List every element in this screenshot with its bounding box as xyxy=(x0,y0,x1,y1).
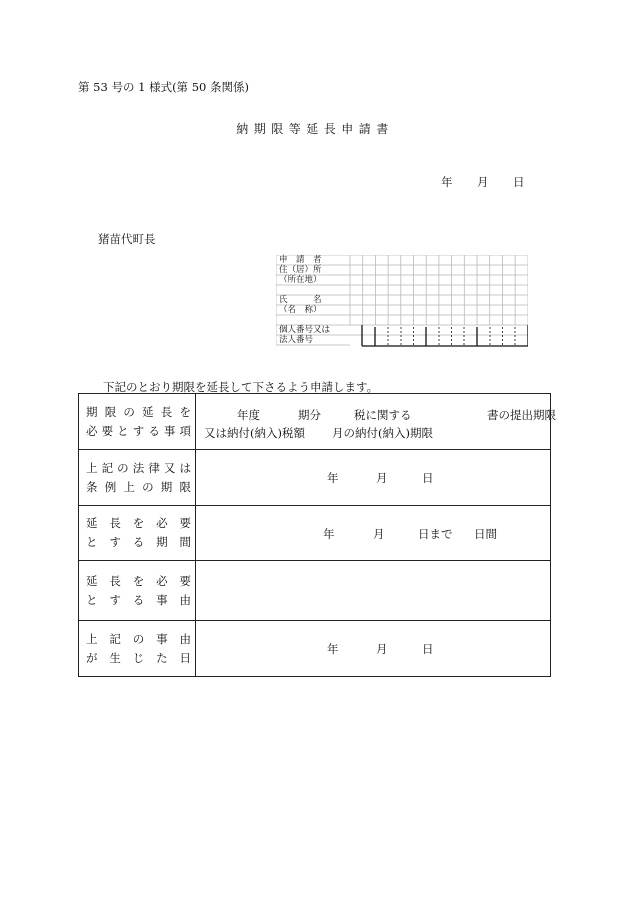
row-value[interactable] xyxy=(196,394,556,450)
date-day: 日 xyxy=(422,642,434,656)
row-value[interactable] xyxy=(196,506,551,561)
table-row xyxy=(79,506,551,561)
row-label: 期限の延長を 必要とする事項 xyxy=(79,394,196,450)
period-text: 期分 xyxy=(298,408,321,422)
payment-amount-text: 又は納付(納入)税額 xyxy=(204,426,305,440)
row-value[interactable] xyxy=(196,450,551,506)
address-sub-label: （所在地） xyxy=(279,275,322,285)
submission-deadline-text: 書の提出期限 xyxy=(487,408,556,422)
applicant-block xyxy=(276,255,528,347)
row-label: 上記の事由 が生じた日 xyxy=(79,621,196,677)
row-value[interactable] xyxy=(196,621,551,677)
fiscal-year-text: 年度 xyxy=(237,408,260,422)
extension-table xyxy=(78,393,556,677)
row-label: 延長を必要 とする事由 xyxy=(79,561,196,621)
address-label: 住（居）所 xyxy=(279,265,322,275)
corporate-number-label: 法人番号 xyxy=(279,335,314,345)
date-year: 年 xyxy=(327,642,339,656)
table-row xyxy=(79,561,551,621)
row-label: 延長を必要 とする期間 xyxy=(79,506,196,561)
request-statement: 下記のとおり期限を延長して下さるよう申請します。 xyxy=(103,380,379,394)
name-sub-label: （名 称） xyxy=(279,305,322,315)
date-day: 日 xyxy=(513,175,525,189)
until-day-text: 日まで xyxy=(418,527,453,541)
row-label: 上記の法律又は 条例上の期限 xyxy=(79,450,196,506)
date-year: 年 xyxy=(323,527,335,541)
id-number-boxes xyxy=(362,325,528,346)
table-row xyxy=(79,450,551,506)
reason-field[interactable] xyxy=(196,561,551,621)
addressee: 猪苗代町長 xyxy=(98,232,156,246)
days-text: 日間 xyxy=(474,527,497,541)
id-number-label: 個人番号又は xyxy=(279,325,331,335)
date-year: 年 xyxy=(327,471,339,485)
date-month: 月 xyxy=(376,471,388,485)
table-row xyxy=(79,621,551,677)
form-number: 第 53 号の 1 様式(第 50 条関係) xyxy=(78,80,249,94)
date-month: 月 xyxy=(373,527,385,541)
document-title: 納期限等延長申請書 xyxy=(236,122,394,136)
date-year: 年 xyxy=(441,175,453,189)
applicant-label: 申 請 者 xyxy=(279,255,322,265)
tax-related-text: 税に関する xyxy=(354,408,412,422)
date-day: 日 xyxy=(422,471,434,485)
payment-deadline-text: 月の納付(納入)期限 xyxy=(332,426,433,440)
date-month: 月 xyxy=(477,175,489,189)
name-label: 氏 名 xyxy=(279,295,322,305)
table-row xyxy=(79,394,551,450)
date-month: 月 xyxy=(376,642,388,656)
application-date xyxy=(441,174,525,190)
